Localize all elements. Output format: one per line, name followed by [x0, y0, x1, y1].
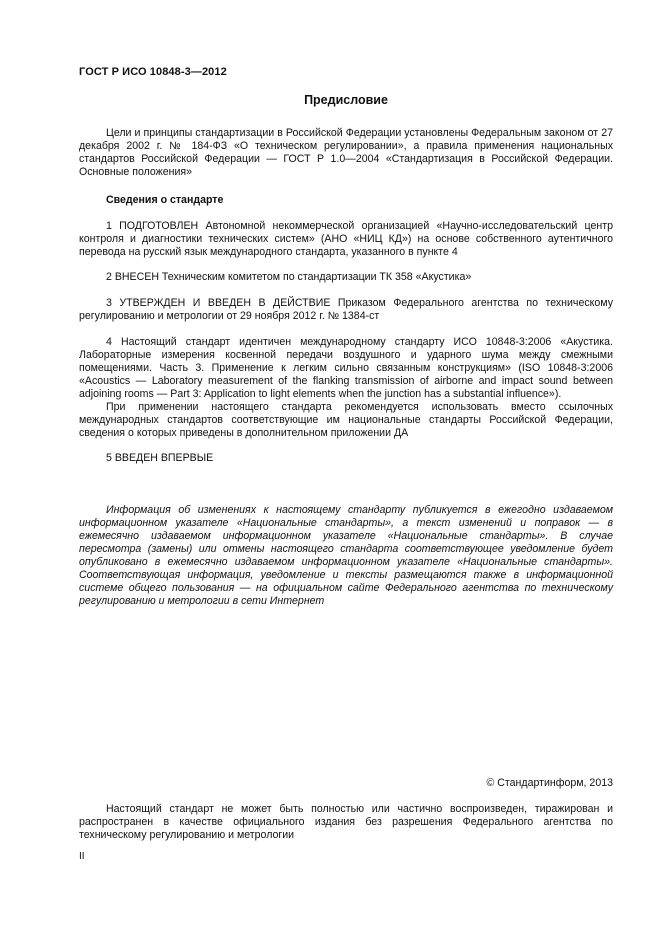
item-5-paragraph: 5 ВВЕДЕН ВПЕРВЫЕ — [106, 452, 214, 464]
section-heading-block — [79, 194, 613, 207]
reproduction-notice-block — [79, 803, 613, 842]
standard-code-header: ГОСТ Р ИСО 10848-3—2012 — [79, 66, 227, 78]
page-number: II — [79, 851, 85, 862]
item-4b-paragraph: При применении настоящего стандарта рекомендуется использовать вместо ссылочных международных стандартов соответствующие им национальные стандарты Российской Федерации, сведения о которых приведены в дополнительном приложении ДА — [79, 401, 613, 439]
item-1-block — [79, 220, 613, 259]
item-3-block — [79, 297, 613, 323]
info-notice-paragraph: Информация об изменениях к настоящему стандарту публикуется в ежегодно издаваемом информационном указателе «Национальные стандарты», а текст изменений и поправок — в ежемесячно издаваемом информационном указателе «Национальные стандарты». В случае пересмотра (замены) или отмены настоящего стандарта соответствующее уведомление будет опубликовано в ежемесячно издаваемом информационном указателе «Национальные стандарты». Соответствующая информация, уведомление и тексты размещаются также в информационной системе общего пользования — на официальном сайте Федерального агентства по техническому регулированию и метрологии в сети Интернет — [79, 504, 613, 607]
page-title: Предисловие — [304, 93, 388, 107]
item-5-block — [79, 452, 613, 465]
item-2-block — [79, 271, 613, 284]
intro-paragraph: Цели и принципы стандартизации в Российской Федерации установлены Федеральным законом от 27 декабря 2002 г. № 184-ФЗ «О техническом регулировании», а правила применения национальных стандартов Российской Федерации — ГОСТ Р 1.0—2004 «Стандартизация в Российской Федерации. Основные положения» — [79, 127, 613, 178]
item-1-paragraph: 1 ПОДГОТОВЛЕН Автономной некоммерческой организацией «Научно-исследовательский центр контроля и диагностики технических систем» (АНО «НИЦ КД») на основе собственного аутентичного перевода на русский язык международного стандарта, указанного в пункте 4 — [79, 220, 613, 258]
intro-block — [79, 127, 613, 179]
copyright-line: © Стандартинформ, 2013 — [486, 777, 613, 789]
item-3-paragraph: 3 УТВЕРЖДЕН И ВВЕДЕН В ДЕЙСТВИЕ Приказом Федерального агентства по техническому регулированию и метрологии от 29 ноября 2012 г. № 1384-ст — [79, 297, 613, 322]
item-2-paragraph: 2 ВНЕСЕН Техническим комитетом по стандартизации ТК 358 «Акустика» — [106, 271, 472, 283]
reproduction-notice-paragraph: Настоящий стандарт не может быть полностью или частично воспроизведен, тиражирован и распространен в качестве официального издания без разрешения Федерального агентства по техническому регулированию и метрологии — [79, 803, 613, 841]
item-4-block — [79, 336, 613, 440]
section-heading: Сведения о стандарте — [106, 194, 224, 206]
item-4-paragraph: 4 Настоящий стандарт идентичен международному стандарту ИСО 10848-3:2006 «Акустика. Лабораторные измерения косвенной передачи воздушного и ударного шума между смежными помещениями. Часть 3. Применение к легким сильно связанным конструкциям» (ISO 10848-3:2006 «Acoustics — Laboratory measurement of the flanking transmission of airborne and impact sound between adjoining rooms — Part 3: Application to light elements when the junction has a substantial influence»). — [79, 336, 613, 400]
info-notice-block — [79, 504, 613, 608]
